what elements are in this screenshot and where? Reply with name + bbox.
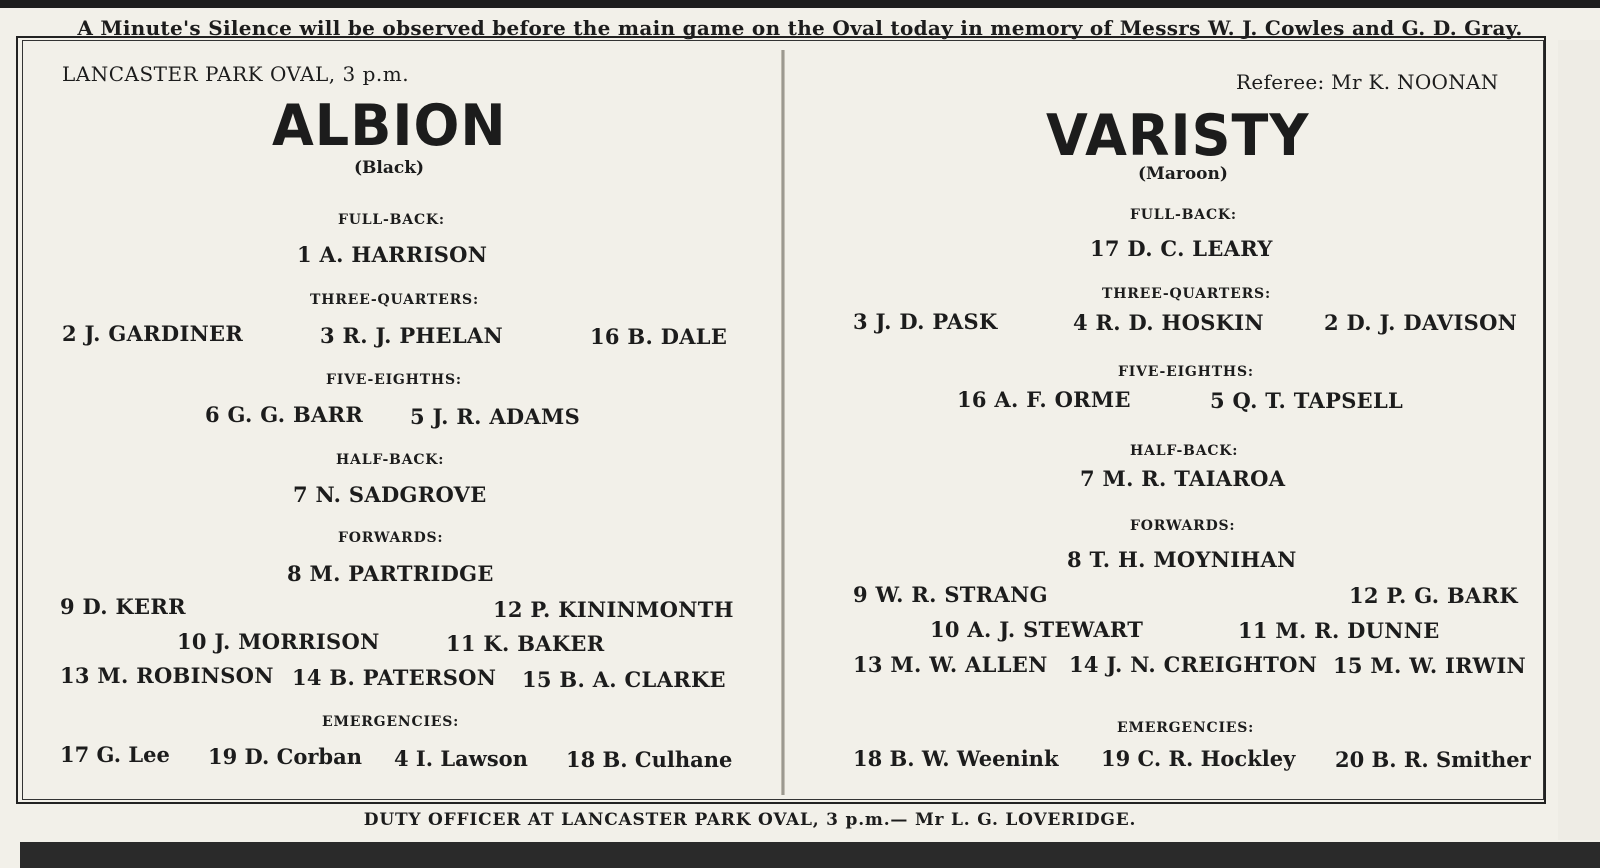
albion-three-quarters-label: THREE-QUARTERS: (310, 292, 479, 308)
varsity-three-quarters-label: THREE-QUARTERS: (1102, 286, 1271, 302)
centre-fold (781, 50, 785, 795)
varsity-emergency: 20 B. R. Smither (1335, 747, 1531, 772)
albion-five-eighths-label: FIVE-EIGHTHS: (326, 372, 462, 388)
albion-forwards-label: FORWARDS: (338, 530, 444, 546)
varsity-player: 12 P. G. BARK (1349, 583, 1518, 608)
albion-emergency: 18 B. Culhane (566, 747, 733, 772)
top-rule (0, 0, 1600, 8)
varsity-fullback-label: FULL-BACK: (1130, 207, 1237, 223)
albion-emergency: 17 G. Lee (60, 742, 170, 767)
bottom-rule (20, 842, 1600, 868)
varsity-player: 10 A. J. STEWART (930, 617, 1144, 642)
varsity-colour: (Maroon) (1138, 164, 1228, 184)
albion-player: 3 R. J. PHELAN (320, 323, 504, 348)
referee-text: Referee: Mr K. NOONAN (1236, 70, 1499, 94)
albion-halfback: 7 N. SADGROVE (293, 482, 487, 507)
albion-player: 11 K. BAKER (446, 631, 605, 656)
albion-emergency: 19 D. Corban (208, 744, 362, 769)
albion-player: 14 B. PATERSON (292, 665, 497, 690)
albion-team-name: ALBION (272, 92, 507, 159)
varsity-halfback: 7 M. R. TAIAROA (1080, 466, 1286, 491)
albion-player: 8 M. PARTRIDGE (287, 561, 494, 586)
albion-fullback-label: FULL-BACK: (338, 212, 445, 228)
varsity-emergencies-label: EMERGENCIES: (1117, 720, 1255, 736)
varsity-half-back-label: HALF-BACK: (1130, 443, 1239, 459)
varsity-fullback: 17 D. C. LEARY (1090, 236, 1273, 261)
minute-silence-notice: A Minute's Silence will be observed before the main game on the Oval today in memory of Messrs W. J. Cowles and G. D. Gray. (77, 16, 1523, 40)
albion-player: 5 J. R. ADAMS (410, 404, 581, 429)
albion-colour: (Black) (354, 158, 425, 178)
varsity-player: 14 J. N. CREIGHTON (1069, 652, 1318, 677)
varsity-player: 16 A. F. ORME (957, 387, 1131, 412)
varsity-player: 9 W. R. STRANG (853, 582, 1048, 607)
varsity-player: 4 R. D. HOSKIN (1073, 310, 1264, 335)
varsity-player: 15 M. W. IRWIN (1333, 653, 1526, 678)
varsity-five-eighths-label: FIVE-EIGHTHS: (1118, 364, 1254, 380)
varsity-player: 3 J. D. PASK (853, 309, 998, 334)
albion-emergencies-label: EMERGENCIES: (322, 714, 460, 730)
duty-officer-notice: DUTY OFFICER AT LANCASTER PARK OVAL, 3 p.m.— Mr L. G. LOVERIDGE. (363, 810, 1137, 830)
venue-text: LANCASTER PARK OVAL, 3 p.m. (62, 62, 410, 86)
varsity-player: 8 T. H. MOYNIHAN (1067, 547, 1297, 572)
albion-player: 15 B. A. CLARKE (522, 667, 726, 692)
albion-player: 12 P. KININMONTH (493, 597, 734, 622)
albion-emergency: 4 I. Lawson (394, 746, 528, 771)
albion-player: 6 G. G. BARR (205, 402, 364, 427)
albion-player: 9 D. KERR (60, 594, 186, 619)
varsity-forwards-label: FORWARDS: (1130, 518, 1236, 534)
varsity-team-name: VARISTY (1046, 102, 1310, 169)
varsity-emergency: 19 C. R. Hockley (1101, 746, 1296, 771)
varsity-player: 13 M. W. ALLEN (853, 652, 1048, 677)
albion-player: 10 J. MORRISON (177, 629, 380, 654)
varsity-emergency: 18 B. W. Weenink (853, 746, 1059, 771)
varsity-player: 11 M. R. DUNNE (1238, 618, 1440, 643)
albion-half-back-label: HALF-BACK: (336, 452, 445, 468)
varsity-player: 2 D. J. DAVISON (1324, 310, 1518, 335)
albion-fullback: 1 A. HARRISON (297, 242, 488, 267)
albion-player: 16 B. DALE (590, 324, 728, 349)
varsity-player: 5 Q. T. TAPSELL (1210, 388, 1404, 413)
albion-player: 2 J. GARDINER (62, 321, 244, 346)
albion-player: 13 M. ROBINSON (60, 663, 274, 688)
page-edge (1558, 40, 1600, 840)
